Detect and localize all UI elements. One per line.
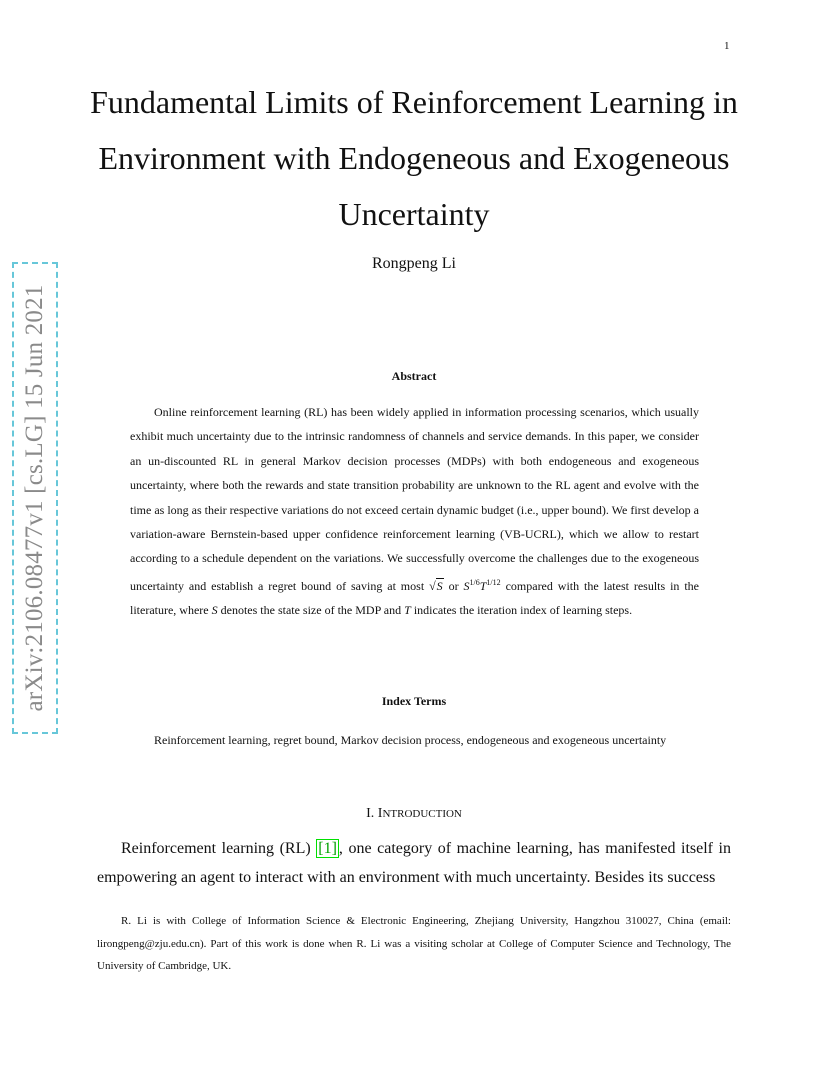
abstract-or: or [448, 578, 459, 593]
sqrt-s: S [436, 578, 443, 593]
intro-numeral: I. I [366, 806, 383, 821]
intro-heading-rest: NTRODUCTION [382, 808, 462, 820]
abstract-text-2: compared with the latest results in the literature, where [130, 578, 700, 618]
author-name: Rongpeng Li [372, 255, 456, 272]
footnote [97, 910, 731, 978]
var-t: T [404, 603, 411, 618]
introduction-heading [0, 806, 828, 822]
math-s: S [463, 578, 470, 593]
abstract-text-4: indicates the iteration index of learning steps. [413, 603, 633, 618]
index-terms-heading: Index Terms [381, 694, 447, 708]
abstract-body: Online reinforcement learning (RL) has been widely applied in information processing scenarios, which usually exhibit much uncertainty due to the intrinsic randomness of channels and service demands. In this paper, we consider an un-discounted RL in general Markov decision processes (MDPs) with both endogeneous and exogeneous uncertainty, where both the rewards and state transition probability are unknown to the RL agent and evolve with the time as long as their respective variations do not exceed certain dynamic budget (i.e., upper bound). We first develop a variation-aware Bernstein-based upper confidence reinforcement learning (VB-UCRL), which we allow to restart according to a schedule dependent on the variations. We successfully overcome the challenges due to the exogeneous uncertainty and establish a regret bound of saving at most √S or $S^{1/6}T^{1/12}$ compared with the latest results in the literature, where S denotes the state size of the MDP and T indicates the iteration index of learning steps. [130, 405, 700, 618]
arxiv-stamp-text: arXiv:2106.08477v1 [cs.LG] 15 Jun 2021 [21, 284, 48, 712]
abstract-text-3: denotes the state size of the MDP and [220, 603, 402, 618]
var-s: S [211, 603, 218, 618]
citation-link[interactable]: [1] [318, 840, 337, 857]
paper-title: Fundamental Limits of Reinforcement Learning in Environment with Endogeneous and Exogeneous Uncertainty [90, 84, 738, 232]
index-terms-text: Reinforcement learning, regret bound, Markov decision process, endogeneous and exogeneous uncertainty [154, 733, 667, 747]
arxiv-stamp [12, 262, 58, 734]
intro-text-2: , one category of machine learning, has manifested itself in empowering an agent to interact with an environment with much uncertainty. Besides its success [97, 840, 731, 886]
math-t: T [479, 578, 487, 593]
abstract-heading: Abstract [391, 369, 437, 383]
footnote-text: R. Li is with College of Information Science & Electronic Engineering, Zhejiang University, Hangzhou 310027, China (email: lirongpeng@zju.edu.cn). Part of this work is done when R. Li was a visiting scholar at College of Computer Science and Technology, The University of Cambridge, UK. [97, 915, 731, 972]
exponent-s: 1/6 [469, 577, 480, 587]
intro-text-1: Reinforcement learning (RL) [121, 840, 311, 857]
exponent-t: 1/12 [486, 577, 501, 587]
page-number: 1 [724, 40, 730, 52]
index-terms-body [130, 728, 699, 752]
abstract-text-1: Online reinforcement learning (RL) has been widely applied in information processing scenarios, which usually exhibit much uncertainty due to the intrinsic randomness of channels and service demands. In this paper, we consider an un-discounted RL in general Markov decision processes (MDPs) with both endogeneous and exogeneous uncertainty, where both the rewards and state transition probability are unknown to the RL agent and evolve with the time as long as their respective variations do not exceed certain dynamic budget (i.e., upper bound). We first develop a variation-aware Bernstein-based upper confidence reinforcement learning (VB-UCRL), which we allow to restart according to a schedule dependent on the variations. We successfully overcome the challenges due to the exogeneous uncertainty and establish a regret bound of saving at most [130, 405, 699, 593]
introduction-body [97, 834, 731, 892]
